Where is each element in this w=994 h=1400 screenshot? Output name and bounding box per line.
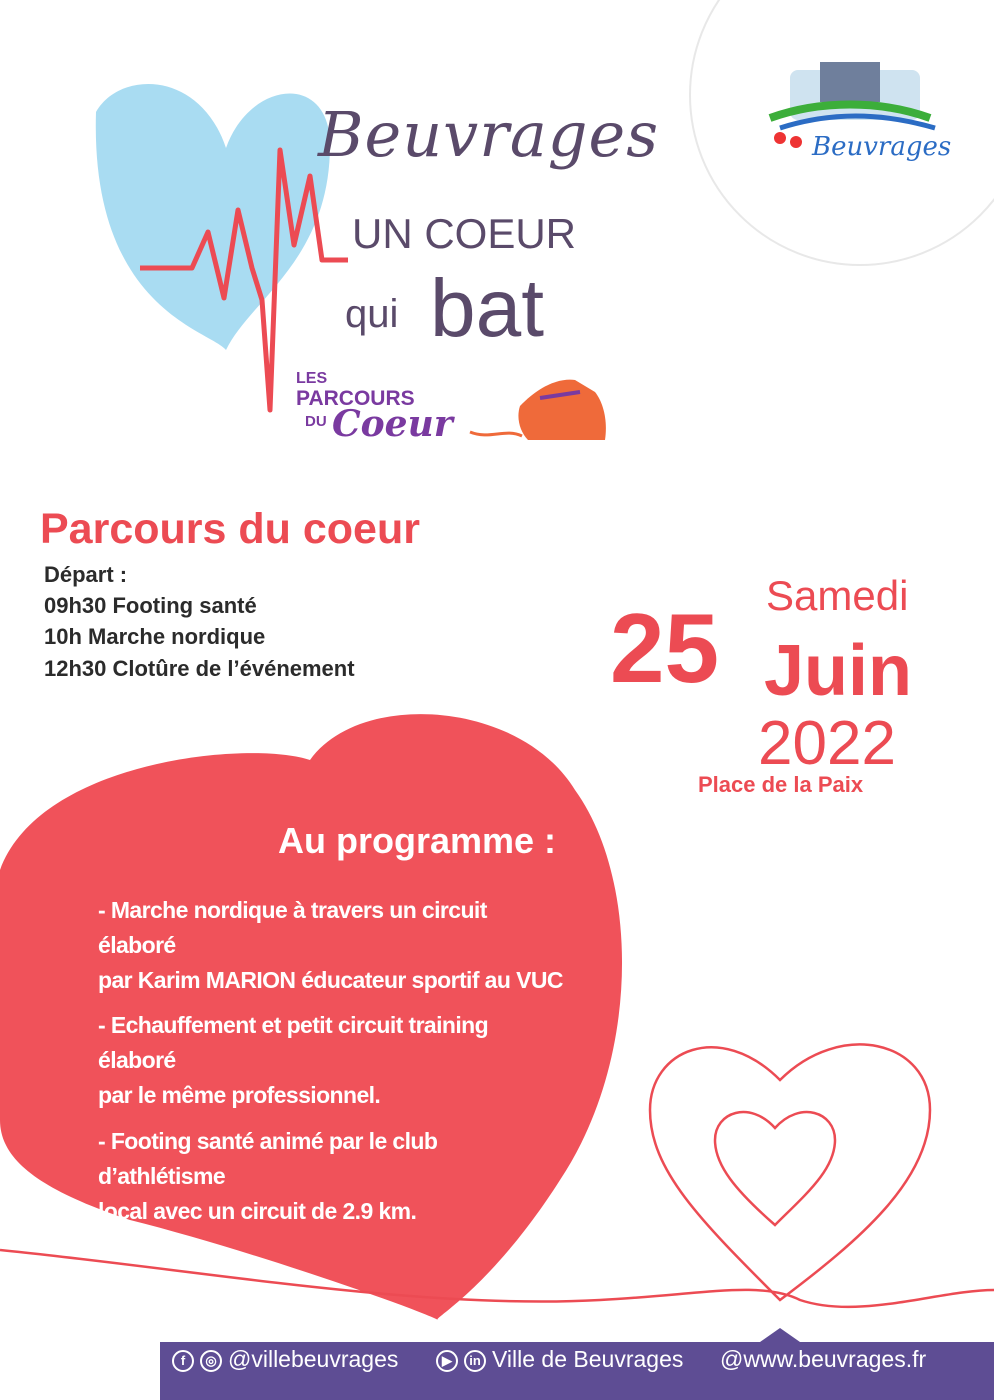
date-weekday: Samedi (766, 572, 909, 619)
schedule-line: 10h Marche nordique (44, 624, 266, 649)
program-item (98, 1124, 568, 1229)
instagram-icon[interactable]: ◎ (200, 1350, 222, 1372)
schedule-line: 09h30 Footing santé (44, 593, 257, 618)
program-item-line: par Karim MARION éducateur sportif au VUC (98, 967, 563, 993)
logo-heart-shape (96, 84, 330, 350)
date-year: 2022 (758, 709, 896, 778)
footer-name[interactable]: Ville de Beuvrages (492, 1346, 684, 1372)
program-item-line: - Echauffement et petit circuit training élaboré (98, 1012, 489, 1073)
program-item (98, 1008, 568, 1113)
brand-tagline-line1: UN COEUR (352, 210, 577, 257)
event-location: Place de la Paix (698, 772, 864, 797)
program-title: Au programme : (278, 820, 557, 861)
program-item-line: par le même professionnel. (98, 1082, 381, 1108)
brand-tagline-qui: qui (345, 292, 399, 336)
brand-tagline-bat: bat (430, 263, 544, 354)
youtube-icon[interactable]: ▶ (436, 1350, 458, 1372)
program-item-line: - Footing santé animé par le club d’athlétisme (98, 1128, 438, 1189)
outline-heart-large (650, 1044, 930, 1300)
footer-handle[interactable]: @villebeuvrages (228, 1346, 399, 1372)
linkedin-icon[interactable]: in (464, 1350, 486, 1372)
badge-parcours: PARCOURS (296, 387, 415, 410)
badge-les: LES (296, 370, 328, 387)
schedule-line: 12h30 Clotûre de l’événement (44, 656, 355, 681)
badge-du: DU (305, 413, 327, 430)
brand-script-name: Beuvrages (318, 98, 660, 171)
town-logo-name: Beuvrages (812, 132, 952, 162)
badge-coeur: Coeur (332, 403, 453, 445)
program-item (98, 893, 568, 998)
program-item-line: local avec un circuit de 2.9 km. (98, 1198, 417, 1224)
outline-heart-small (715, 1112, 835, 1225)
facebook-icon[interactable]: f (172, 1350, 194, 1372)
shoe-icon (518, 380, 605, 440)
schedule-line: Départ : (44, 562, 128, 587)
date-day-number: 25 (610, 593, 720, 703)
date-month: Juin (764, 631, 913, 711)
program-item-line: - Marche nordique à travers un circuit élaboré (98, 897, 487, 958)
footer-website[interactable]: @www.beuvrages.fr (720, 1346, 927, 1372)
event-title: Parcours du coeur (40, 505, 420, 553)
